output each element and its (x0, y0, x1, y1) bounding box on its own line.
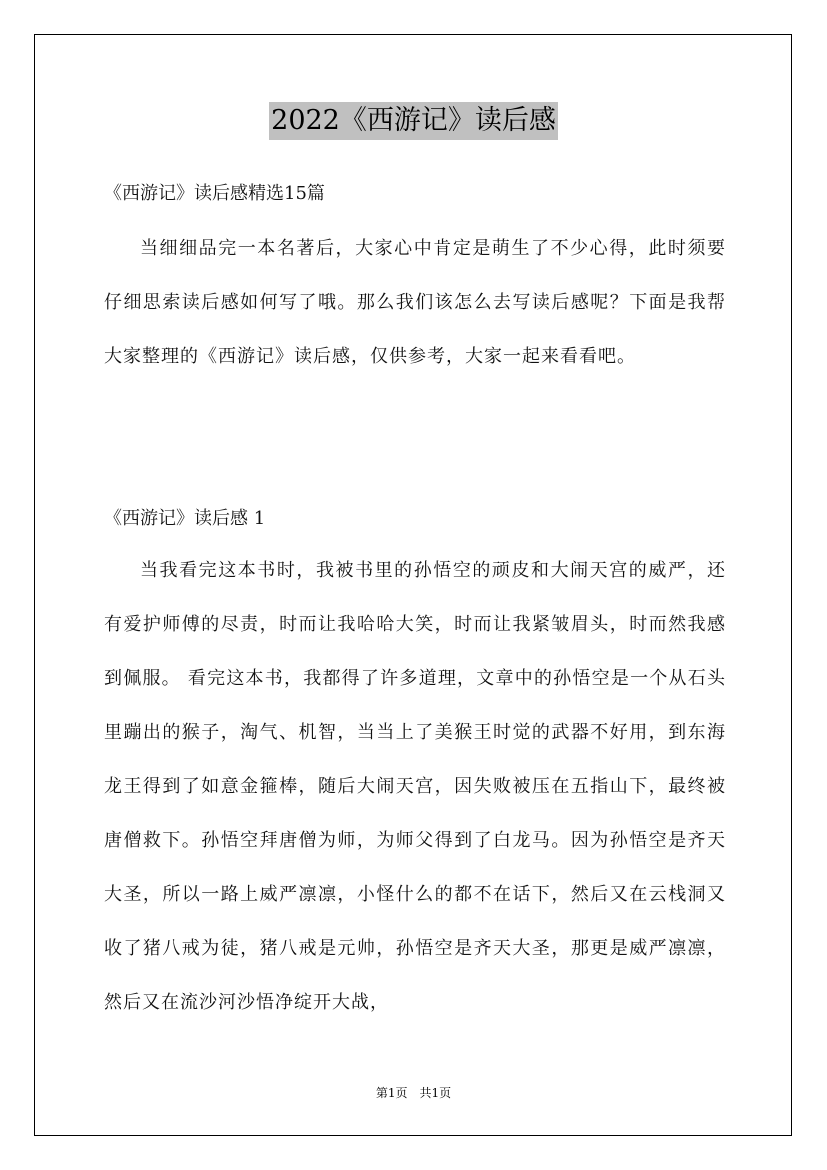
section-heading: 《西游记》读后感 1 (104, 508, 266, 529)
section-paragraph: 当我看完这本书时，我被书里的孙悟空的顽皮和大闹天宫的威严，还有爱护师傅的尽责，时而让我哈哈大笑，时而让我紧皱眉头，时而然我感到佩服。 看完这本书，我都得了许多道理，文章中的孙悟空是一个从石头里蹦出的猴子，淘气、机智，当当上了美猴王时觉的武器不好用，到东海龙王得到了如意金箍棒，随后大闹天宫，因失败被压在五指山下，最终被唐僧救下。孙悟空拜唐僧为师，为师父得到了白龙马。因为孙悟空是齐天大圣，所以一路上威严凛凛，小怪什么的都不在话下，然后又在云栈洞又收了猪八戒为徒，猪八戒是元帅，孙悟空是齐天大圣，那更是威严凛凛，然后又在流沙河沙悟净绽开大战， (104, 560, 726, 1013)
document-title-text: 2022《西游记》读后感 (269, 102, 558, 140)
intro-paragraph: 当细细品完一本名著后，大家心中肯定是萌生了不少心得，此时须要仔细思索读后感如何写了哦。那么我们该怎么去写读后感呢？下面是我帮大家整理的《西游记》读后感，仅供参考，大家一起来看看吧。 (104, 238, 726, 367)
page-footer: 第1页 共1页 (375, 1086, 452, 1100)
document-title (0, 102, 827, 140)
document-subtitle: 《西游记》读后感精选15篇 (104, 183, 325, 204)
